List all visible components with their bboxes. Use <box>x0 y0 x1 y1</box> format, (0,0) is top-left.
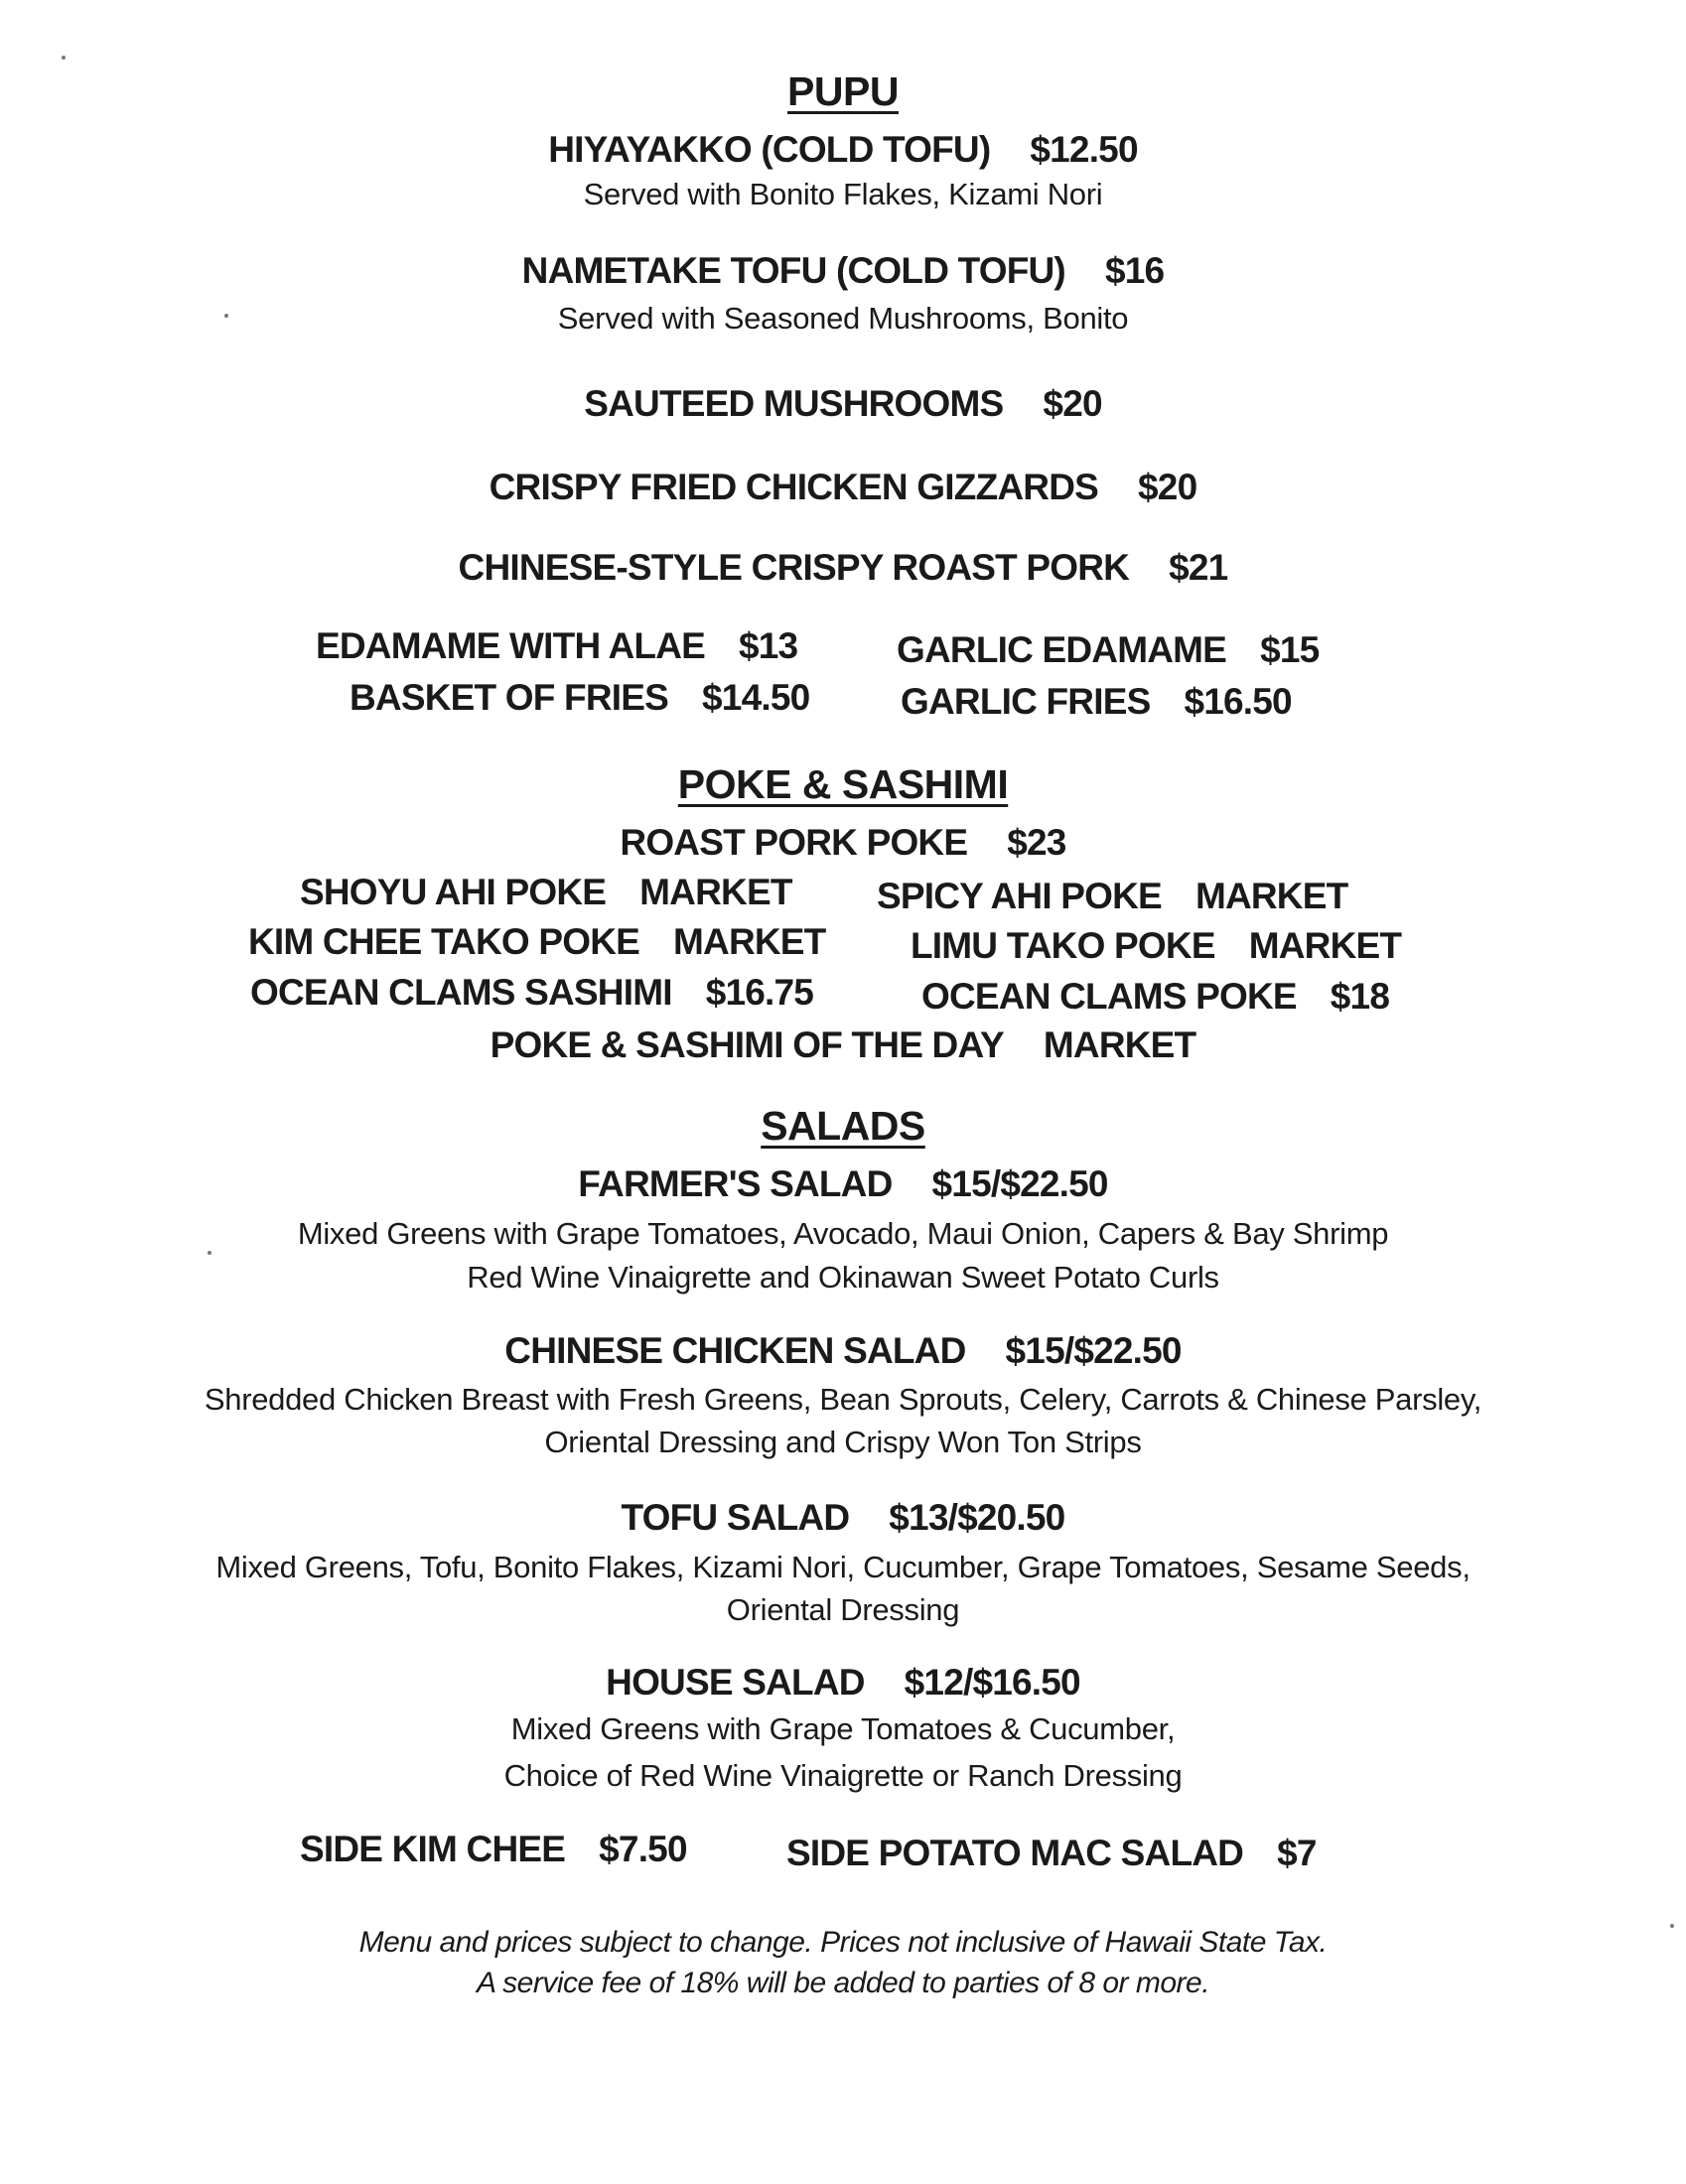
item-name: SAUTEED MUSHROOMS <box>584 383 1004 424</box>
pupu-heading: PUPU <box>787 68 899 114</box>
item-price: MARKET <box>1194 876 1348 916</box>
menu-item-shoyu-ahi <box>300 874 792 910</box>
item-price: $16 <box>1104 250 1165 291</box>
menu-item-clams-poke <box>921 978 1389 1015</box>
scan-speck <box>62 56 66 60</box>
item-description: Mixed Greens with Grape Tomatoes, Avocado, Maui Onion, Capers & Bay Shrimp <box>297 1216 1389 1251</box>
item-price: $15 <box>1260 629 1320 670</box>
item-name: SHOYU AHI POKE <box>300 872 607 912</box>
item-name: CHINESE-STYLE CRISPY ROAST PORK <box>458 547 1130 588</box>
menu-item-basket-fries <box>350 679 809 716</box>
item-description: Oriental Dressing and Crispy Won Ton Strips <box>544 1425 1142 1459</box>
item-price: $15/$22.50 <box>931 1163 1108 1204</box>
salads-heading: SALADS <box>761 1103 925 1149</box>
item-price: $20 <box>1043 383 1102 424</box>
item-price: $15/$22.50 <box>1005 1330 1182 1371</box>
item-description: Mixed Greens with Grape Tomatoes & Cucumber, <box>510 1711 1176 1746</box>
scan-speck <box>1670 1924 1674 1928</box>
footer-note: A service fee of 18% will be added to parties of 8 or more. <box>476 1967 1210 1999</box>
menu-item-limu-tako <box>911 927 1401 964</box>
item-name: LIMU TAKO POKE <box>911 925 1215 966</box>
item-name: EDAMAME WITH ALAE <box>316 625 705 666</box>
item-description: Oriental Dressing <box>726 1592 960 1627</box>
menu-item-chinese-chicken-salad <box>0 1332 1686 1369</box>
scan-speck <box>208 1251 211 1255</box>
menu-item-spicy-ahi <box>877 878 1347 914</box>
menu-item-nametake <box>0 252 1686 289</box>
item-description: Choice of Red Wine Vinaigrette or Ranch Dressing <box>503 1758 1183 1793</box>
item-price: MARKET <box>639 872 792 912</box>
menu-item-poke-of-the-day <box>0 1026 1686 1063</box>
item-name: GARLIC FRIES <box>901 681 1151 722</box>
item-price: $7 <box>1277 1833 1317 1873</box>
item-name: BASKET OF FRIES <box>350 677 669 718</box>
item-name: OCEAN CLAMS SASHIMI <box>250 972 672 1013</box>
item-price: MARKET <box>1043 1024 1196 1065</box>
item-name: OCEAN CLAMS POKE <box>921 976 1297 1017</box>
item-description: Mixed Greens, Tofu, Bonito Flakes, Kizami Nori, Cucumber, Grape Tomatoes, Sesame Seeds, <box>215 1550 1471 1584</box>
menu-item-edamame-alae <box>316 627 797 664</box>
item-description: Red Wine Vinaigrette and Okinawan Sweet Potato Curls <box>467 1260 1219 1295</box>
item-price: $12/$16.50 <box>904 1662 1080 1703</box>
menu-item-house-salad <box>0 1664 1686 1701</box>
item-name: HOUSE SALAD <box>606 1662 865 1703</box>
menu-item-clams-sashimi <box>250 974 813 1011</box>
menu-item-chicken-gizzards <box>0 469 1686 505</box>
item-name: SIDE KIM CHEE <box>300 1829 566 1869</box>
item-name: NAMETAKE TOFU (COLD TOFU) <box>521 250 1065 291</box>
item-price: $16.50 <box>1184 681 1292 722</box>
item-price: $20 <box>1138 467 1197 507</box>
item-name: SIDE POTATO MAC SALAD <box>786 1833 1244 1873</box>
item-name: FARMER'S SALAD <box>578 1163 893 1204</box>
item-name: KIM CHEE TAKO POKE <box>248 921 639 962</box>
menu-item-sauteed-mushrooms <box>0 385 1686 422</box>
item-description: Served with Bonito Flakes, Kizami Nori <box>583 177 1103 211</box>
item-price: $16.75 <box>705 972 814 1013</box>
item-name: SPICY AHI POKE <box>877 876 1162 916</box>
footer-note: Menu and prices subject to change. Prices not inclusive of Hawaii State Tax. <box>358 1926 1328 1959</box>
item-price: $7.50 <box>599 1829 687 1869</box>
menu-item-garlic-fries <box>901 683 1292 720</box>
menu-item-garlic-edamame <box>897 631 1319 668</box>
menu-item-side-kim-chee <box>300 1831 687 1867</box>
item-name: ROAST PORK POKE <box>620 822 968 863</box>
menu-item-kim-chee-tako <box>248 923 825 960</box>
item-price: $18 <box>1330 976 1390 1017</box>
menu-item-tofu-salad <box>0 1499 1686 1536</box>
item-name: CRISPY FRIED CHICKEN GIZZARDS <box>489 467 1099 507</box>
item-price: $14.50 <box>702 677 810 718</box>
menu-item-roast-pork-poke <box>0 824 1686 861</box>
item-price: $13/$20.50 <box>889 1497 1065 1538</box>
item-name: TOFU SALAD <box>621 1497 850 1538</box>
item-name: CHINESE CHICKEN SALAD <box>504 1330 966 1371</box>
item-price: MARKET <box>673 921 826 962</box>
item-name: HIYAYAKKO (COLD TOFU) <box>548 129 991 170</box>
item-name: POKE & SASHIMI OF THE DAY <box>490 1024 1004 1065</box>
menu-item-roast-pork <box>0 549 1686 586</box>
item-description: Shredded Chicken Breast with Fresh Greens, Bean Sprouts, Celery, Carrots & Chinese Parsley, <box>204 1382 1482 1417</box>
item-price: $23 <box>1007 822 1066 863</box>
menu-item-farmers-salad <box>0 1165 1686 1202</box>
menu-item-hiyayakko <box>0 131 1686 168</box>
menu-item-side-potato-mac <box>786 1835 1317 1871</box>
scan-speck <box>224 314 228 318</box>
item-name: GARLIC EDAMAME <box>897 629 1227 670</box>
item-price: MARKET <box>1248 925 1402 966</box>
poke-heading: POKE & SASHIMI <box>677 761 1009 807</box>
item-price: $21 <box>1169 547 1228 588</box>
item-price: $12.50 <box>1030 129 1138 170</box>
item-price: $13 <box>739 625 798 666</box>
item-description: Served with Seasoned Mushrooms, Bonito <box>557 301 1129 336</box>
